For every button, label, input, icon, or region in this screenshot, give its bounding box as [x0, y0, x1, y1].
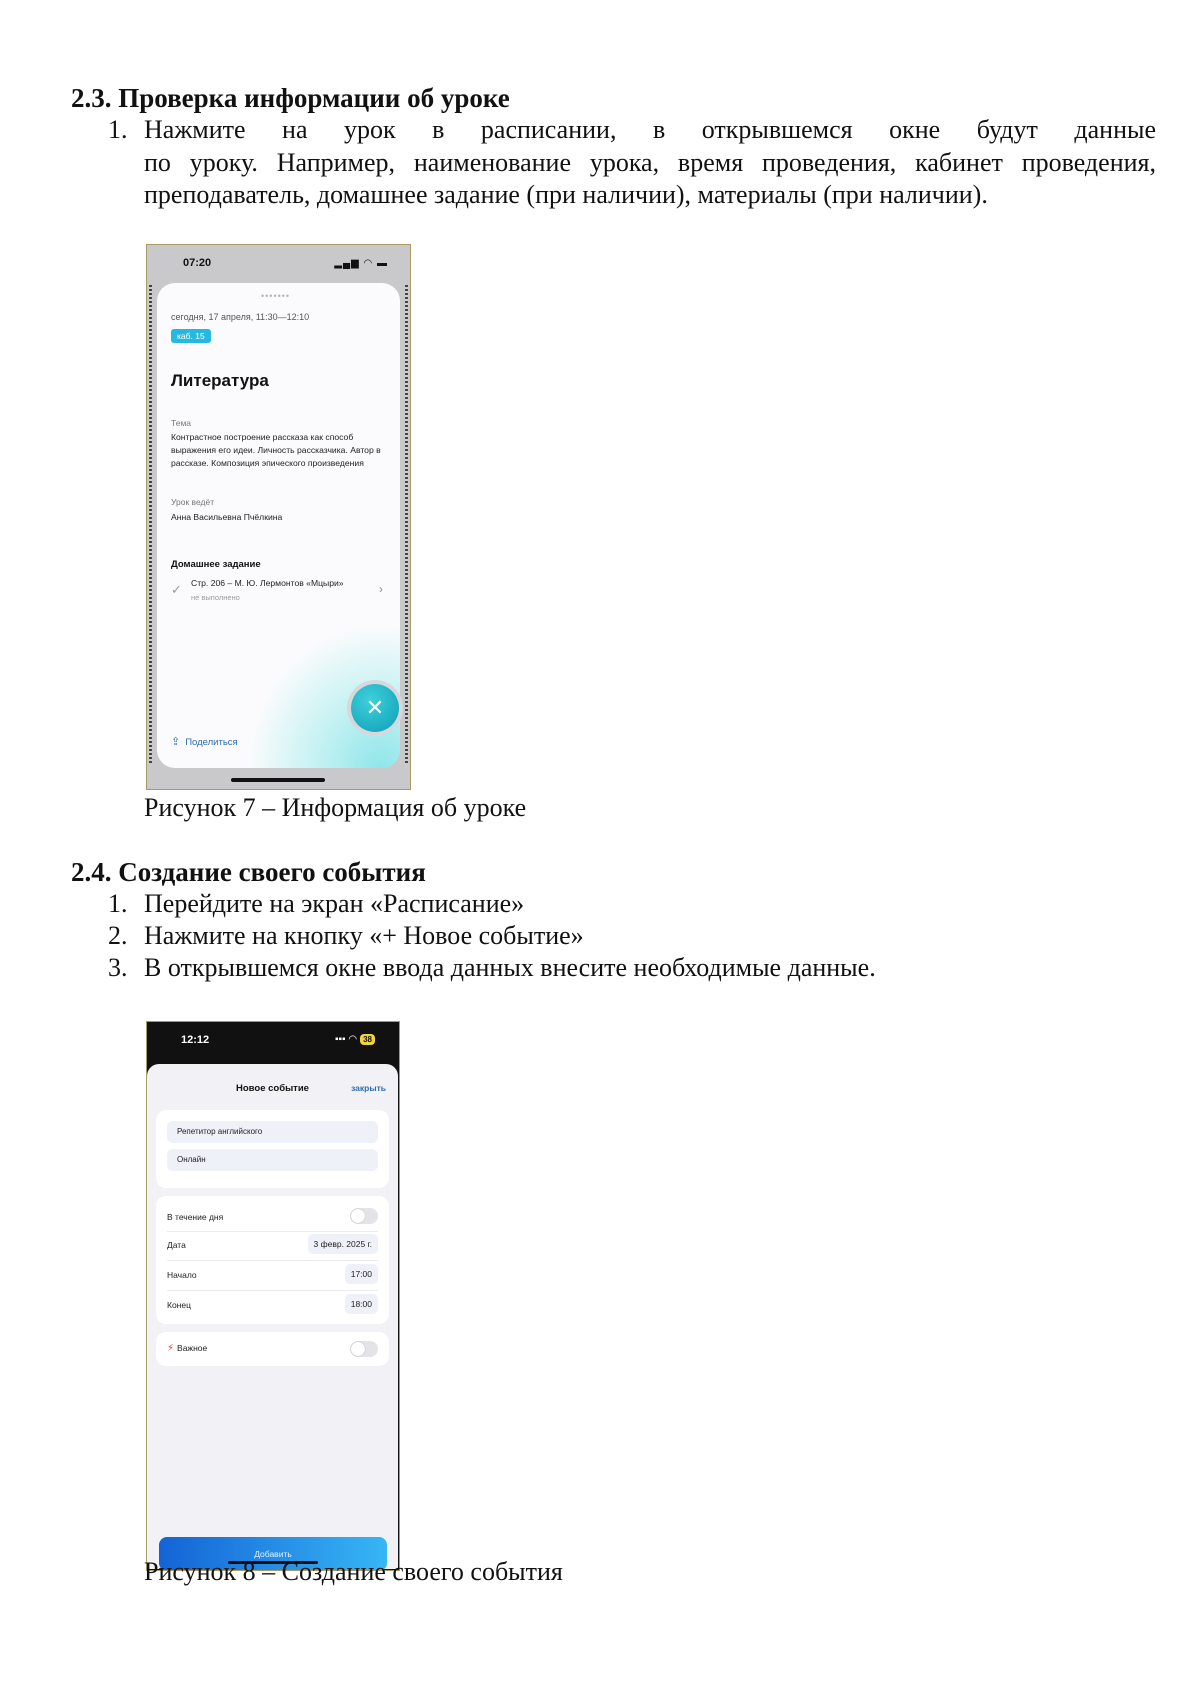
date-picker[interactable]: 3 февр. 2025 г.: [308, 1234, 378, 1254]
figure-8-new-event-screenshot: [146, 1021, 400, 1571]
figure-7-lesson-info-screenshot: [146, 244, 411, 790]
section-2-3-item-1: [108, 114, 1156, 212]
list-number: 2.: [108, 921, 128, 950]
lightning-icon: ⚡: [167, 1343, 175, 1354]
topic-label: Тема: [171, 418, 192, 428]
divider: [167, 1290, 378, 1291]
signal-wifi-battery-icon: ▪▪▪ ◠ 38: [335, 1034, 375, 1045]
new-event-sheet: [147, 1064, 398, 1569]
figure-7-caption: Рисунок 7 – Информация об уроке: [144, 793, 527, 822]
status-bar: [147, 245, 410, 279]
step-text: Нажмите на кнопку «+ Новое событие»: [144, 921, 584, 950]
screenshot-edge: [405, 285, 408, 765]
all-day-toggle[interactable]: [350, 1208, 378, 1224]
add-button[interactable]: Добавить: [159, 1537, 387, 1571]
room-badge: каб. 15: [171, 329, 211, 343]
signal-wifi-battery-icon: ▂▄▆ ◠ ▬: [334, 258, 388, 269]
divider: [167, 1231, 378, 1232]
event-time-card: [156, 1196, 389, 1324]
paragraph-line: Нажмите на урок в расписании, в открывшемся окне будут данные: [144, 115, 1156, 144]
event-name-card: [156, 1110, 389, 1188]
status-time: 12:12: [181, 1034, 210, 1046]
checkmark-icon: ✓: [171, 582, 182, 597]
grab-handle-icon[interactable]: •••••••: [261, 291, 291, 301]
share-label: Поделиться: [185, 737, 238, 748]
list-number: 1.: [108, 889, 128, 918]
event-name-input[interactable]: Репетитор английского: [167, 1121, 378, 1143]
battery-level: 38: [360, 1034, 375, 1045]
homework-text: Стр. 206 – М. Ю. Лермонтов «Мцыри»: [191, 578, 344, 588]
important-toggle[interactable]: [350, 1341, 378, 1357]
figure-8-caption: Рисунок 8 – Создание своего события: [144, 1557, 563, 1586]
all-day-label: В течение дня: [167, 1212, 224, 1222]
step-text: В открывшемся окне ввода данных внесите необходимые данные.: [144, 953, 876, 982]
start-label: Начало: [167, 1270, 197, 1280]
event-place-input[interactable]: Онлайн: [167, 1149, 378, 1171]
date-label: Дата: [167, 1240, 186, 1250]
list-number: 3.: [108, 953, 128, 982]
important-row: [167, 1343, 207, 1354]
section-2-4-step-3: [108, 952, 876, 984]
start-time-picker[interactable]: 17:00: [345, 1264, 378, 1284]
share-icon: ⇪: [171, 736, 181, 748]
important-label: Важное: [177, 1343, 208, 1353]
lesson-subject: Литература: [171, 371, 269, 390]
home-indicator: [231, 778, 325, 782]
end-time-picker[interactable]: 18:00: [345, 1294, 378, 1314]
teacher-name: Анна Васильевна Пчёлкина: [171, 512, 283, 522]
section-heading-2-4: 2.4. Создание своего события: [71, 857, 426, 887]
paragraph-text: по уроку. Например, наименование урока, время проведения, кабинет проведения, преподаватель, домашнее задание (при наличии), материалы (при наличии).: [144, 147, 1156, 209]
section-2-4-step-1: [108, 888, 524, 920]
section-heading-2-3: 2.3. Проверка информации об уроке: [71, 83, 510, 113]
important-card: [156, 1332, 389, 1366]
divider: [167, 1260, 378, 1261]
topic-text: Контрастное построение рассказа как способ выражения его идеи. Личность рассказчика. Автор в рассказе. Композиция эпического произведения: [171, 432, 381, 468]
end-label: Конец: [167, 1300, 191, 1310]
status-time: 07:20: [183, 257, 212, 269]
homework-status: не выполнено: [191, 593, 240, 602]
close-button[interactable]: ✕: [351, 684, 399, 732]
screenshot-edge: [149, 285, 152, 765]
teacher-label: Урок ведёт: [171, 497, 215, 507]
section-2-4-step-2: [108, 920, 584, 952]
share-button[interactable]: [171, 735, 238, 748]
close-link[interactable]: закрыть: [351, 1083, 386, 1093]
lesson-date-time: сегодня, 17 апреля, 11:30—12:10: [171, 312, 310, 322]
chevron-right-icon: ›: [379, 582, 383, 596]
list-number: 1.: [108, 115, 128, 144]
step-text: Перейдите на экран «Расписание»: [144, 889, 525, 918]
sheet-title: Новое событие: [236, 1083, 309, 1094]
homework-title: Домашнее задание: [171, 559, 261, 570]
